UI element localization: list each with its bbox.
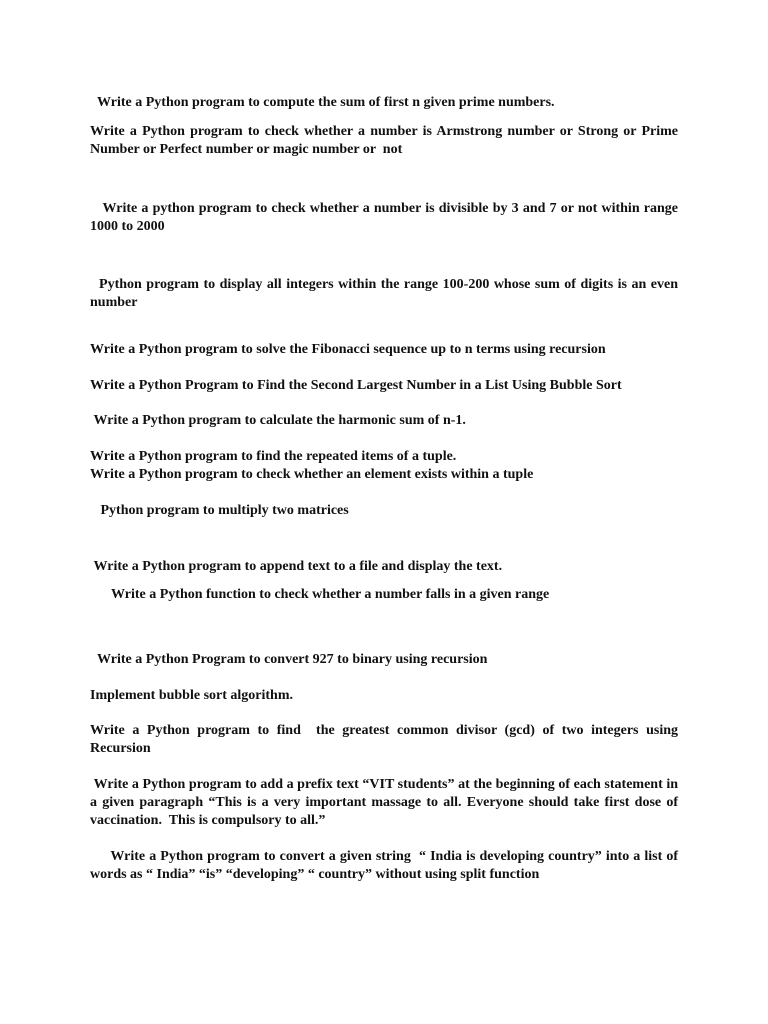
question-fibonacci-recursion: Write a Python program to solve the Fibonacci sequence up to n terms using recursion	[90, 342, 606, 357]
question-tuple-repeated-items: Write a Python program to find the repeated items of a tuple.	[90, 449, 457, 464]
question-gcd-recursion: Write a Python program to find the greatest common divisor (gcd) of two integers using Recursion	[90, 723, 682, 756]
question-harmonic-sum: Write a Python program to calculate the harmonic sum of n-1.	[90, 413, 466, 428]
question-prefix-text: Write a Python program to add a prefix text “VIT students” at the beginning of each statement in a given paragraph “This is a very important massage to all. Everyone should take first dose of vaccination. This is compulsory to all.”	[90, 777, 682, 828]
question-bubble-sort: Implement bubble sort algorithm.	[90, 688, 293, 703]
question-second-largest-bubble: Write a Python Program to Find the Second Largest Number in a List Using Bubble Sort	[90, 378, 622, 393]
question-divisible-3-and-7: Write a python program to check whether a number is divisible by 3 and 7 or not within range 1000 to 2000	[90, 201, 682, 234]
question-matrix-multiply: Python program to multiply two matrices	[90, 503, 349, 518]
question-binary-recursion: Write a Python Program to convert 927 to binary using recursion	[90, 652, 488, 667]
question-prime-sum: Write a Python program to compute the sum of first n given prime numbers.	[90, 95, 555, 110]
question-number-in-range: Write a Python function to check whether a number falls in a given range	[90, 587, 550, 602]
question-file-append: Write a Python program to append text to a file and display the text.	[90, 559, 503, 574]
question-armstrong-strong-prime: Write a Python program to check whether a number is Armstrong number or Strong or Prime Number or Perfect number or magic number or not	[90, 124, 682, 157]
question-string-to-words: Write a Python program to convert a given string “ India is developing country” into a list of words as “ India” “is” “developing” “ country” without using split function	[90, 849, 682, 882]
question-tuple-element-exists: Write a Python program to check whether an element exists within a tuple	[90, 467, 534, 482]
question-digit-sum-even: Python program to display all integers within the range 100-200 whose sum of digits is an even number	[90, 277, 682, 310]
